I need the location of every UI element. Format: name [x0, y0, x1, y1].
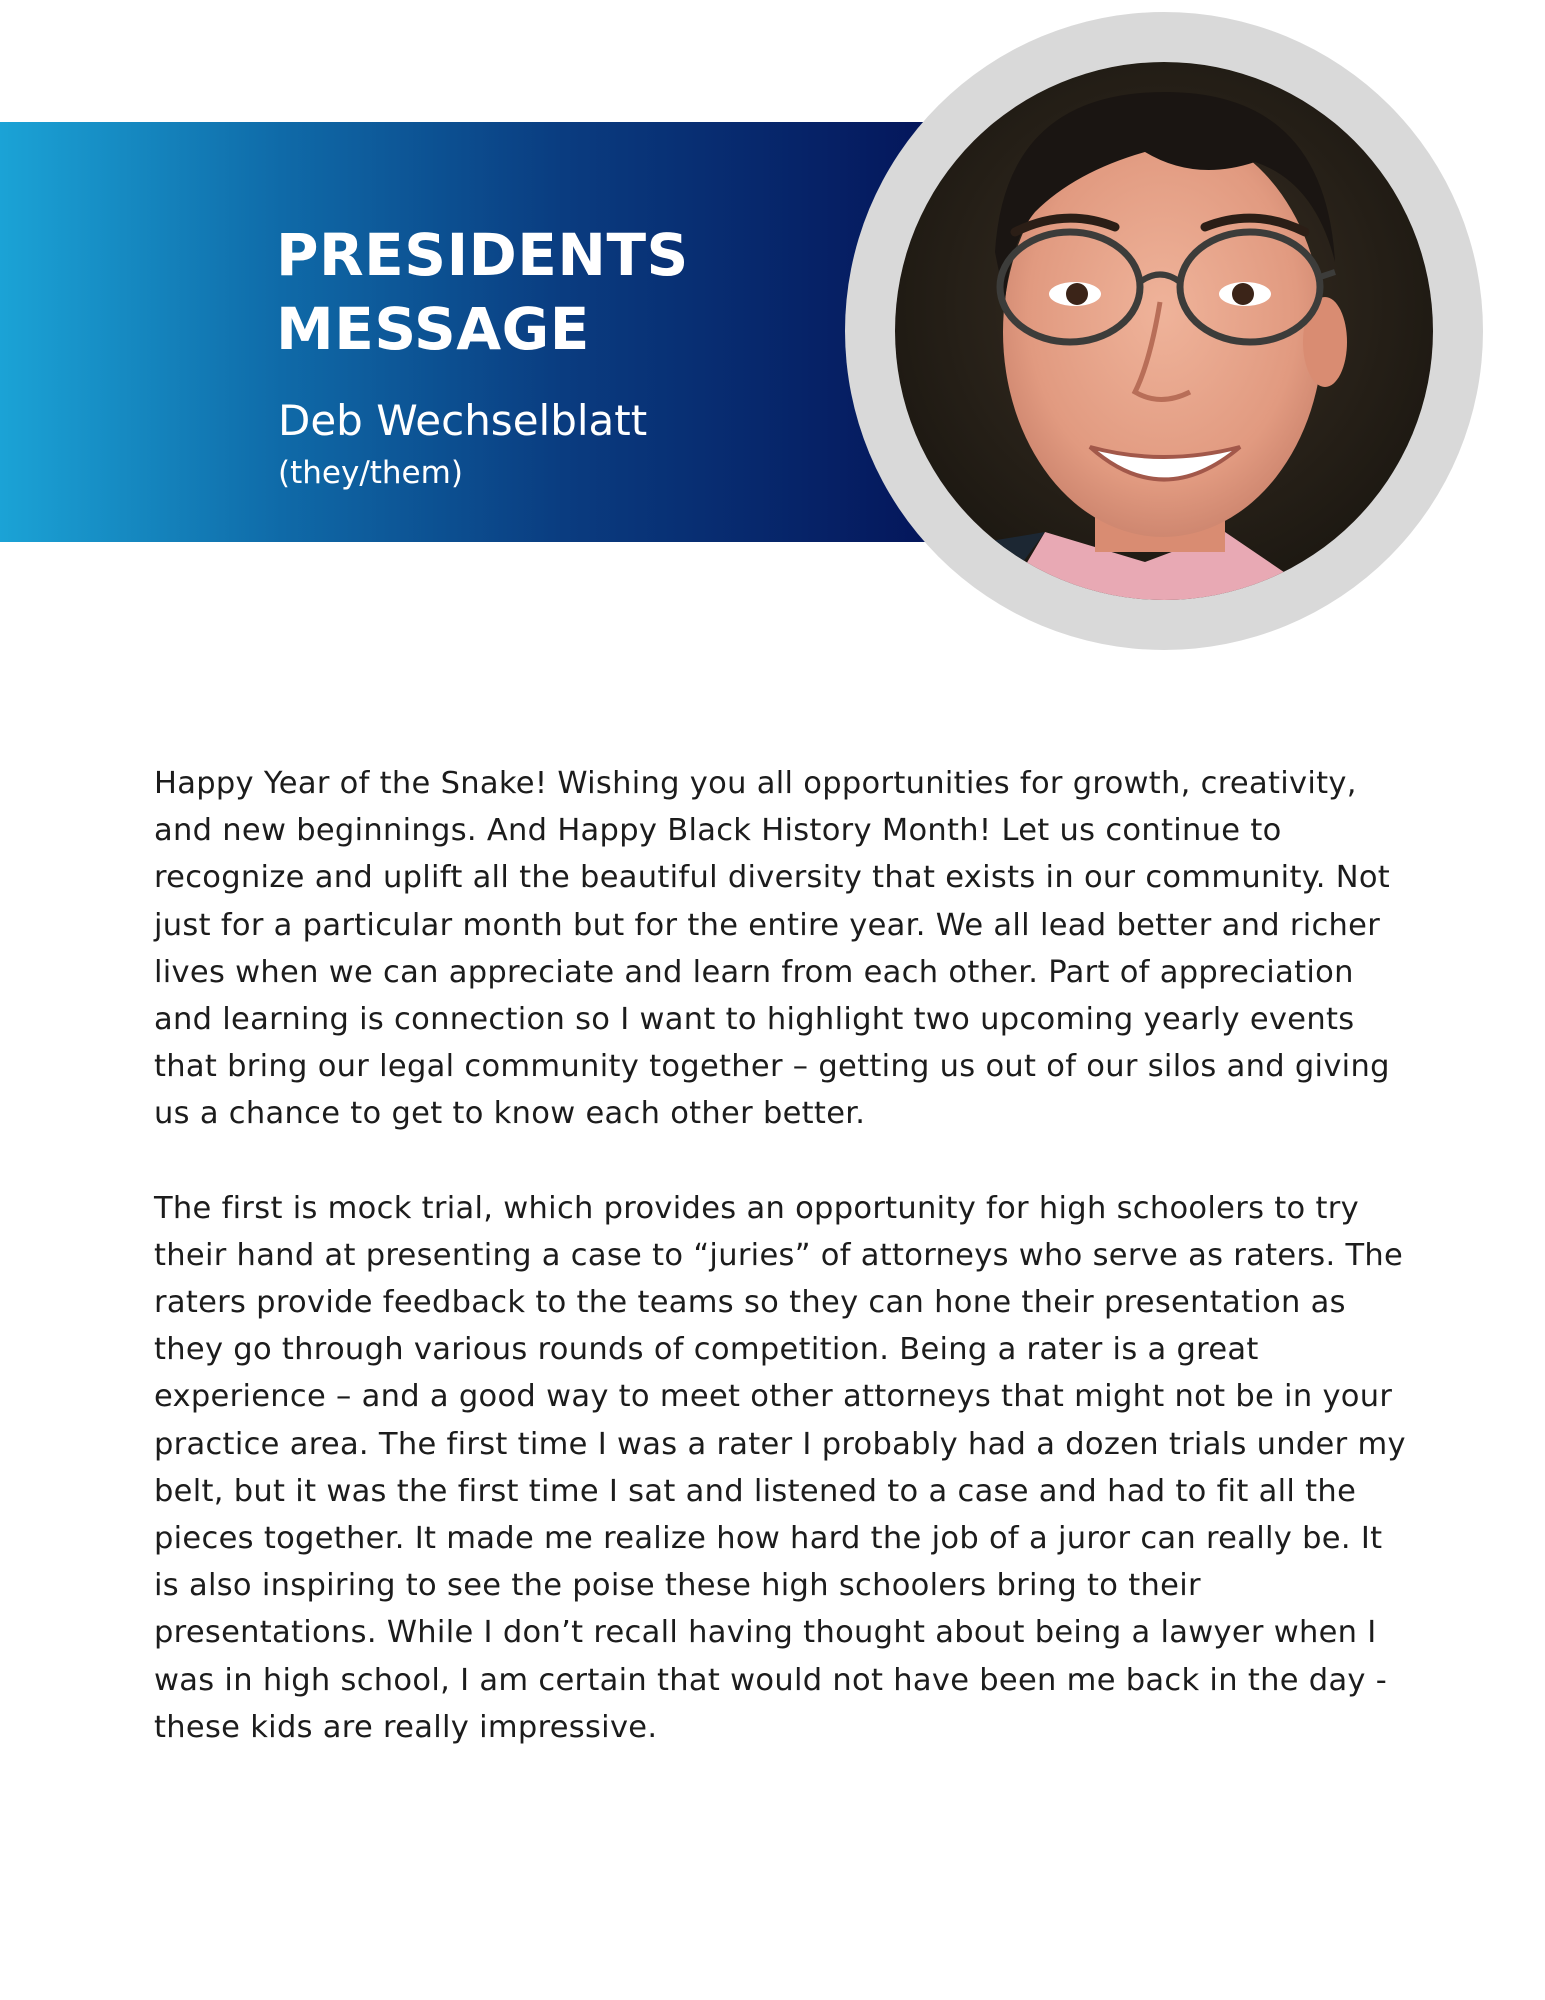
portrait-illustration — [895, 62, 1433, 600]
paragraph: Happy Year of the Snake! Wishing you all opportunities for growth, creativity, and new beginnings. And Happy Black History Month! Let us continue to recognize and uplift all the beautiful diversity that exists in our community. Not just for a particular month but for the entire year. We all lead better and richer lives when we can appreciate and learn from each other. Part of appreciation and learning is connection so I want to highlight two upcoming yearly events that bring our legal community together – getting us out of our silos and giving us a chance to get to know each other better. — [154, 766, 1391, 1132]
title-line-2: MESSAGE — [276, 295, 590, 363]
title-line-1: PRESIDENTS — [276, 221, 689, 289]
page-title — [276, 218, 689, 366]
paragraph: The first is mock trial, which provides an opportunity for high schoolers to try their hand at presenting a case to “juries” of attorneys who serve as raters. The raters provide feedback to the teams so they can hone their presentation as they go through various rounds of competition. Being a rater is a great experience – and a good way to meet other attorneys that might not be in your practice area. The first time I was a rater I probably had a dozen trials under my belt, but it was the first time I sat and listened to a case and had to fit all the pieces together. It made me realize how hard the job of a juror can really be. It is also inspiring to see the poise these high schoolers bring to their presentations. While I don’t recall having thought about being a lawyer when I was in high school, I am certain that would not have been me back in the day - these kids are really impressive. — [154, 1190, 1406, 1745]
author-photo — [895, 62, 1433, 600]
message-body — [154, 760, 1414, 1798]
author-name: Deb Wechselblatt — [278, 396, 648, 445]
author-pronouns: (they/them) — [278, 455, 463, 491]
